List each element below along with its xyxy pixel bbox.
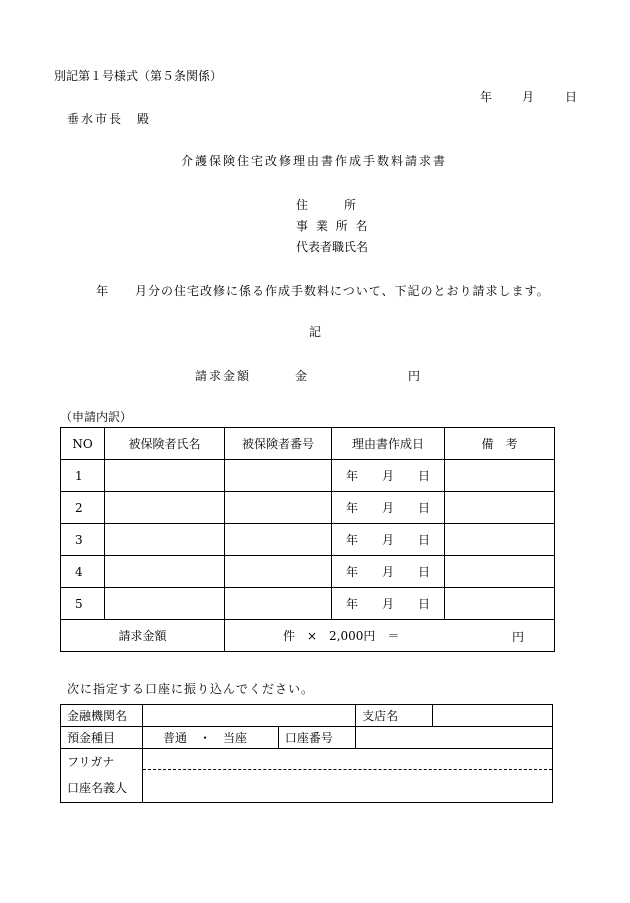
amount-kin: 金 bbox=[295, 369, 308, 383]
branch-label: 支店名 bbox=[356, 705, 433, 727]
date-month-label: 月 bbox=[522, 90, 535, 104]
institution-label: 金融機関名 bbox=[61, 705, 143, 727]
header-date: 理由書作成日 bbox=[332, 428, 445, 460]
document-title: 介護保険住宅改修理由書作成手数料請求書 bbox=[181, 154, 448, 168]
row-name-cell[interactable] bbox=[105, 588, 225, 620]
date-day-label: 日 bbox=[565, 90, 578, 104]
row-number-cell[interactable] bbox=[225, 588, 332, 620]
header-remarks: 備 考 bbox=[445, 428, 555, 460]
table-row bbox=[61, 460, 555, 492]
date-year-label: 年 bbox=[480, 90, 493, 104]
row-number-cell[interactable] bbox=[225, 556, 332, 588]
row-name-cell[interactable] bbox=[105, 492, 225, 524]
ki-label: 記 bbox=[309, 325, 322, 339]
total-formula-cell[interactable] bbox=[225, 620, 555, 652]
branch-field[interactable] bbox=[433, 705, 553, 727]
total-formula: 件 × 2,000円 ＝ bbox=[283, 629, 400, 643]
bank-row-institution bbox=[61, 705, 553, 727]
row-no: 1 bbox=[61, 460, 105, 492]
table-row bbox=[61, 588, 555, 620]
form-number: 別記第１号様式（第５条関係） bbox=[54, 69, 223, 83]
header-number: 被保険者番号 bbox=[225, 428, 332, 460]
row-number-cell[interactable] bbox=[225, 460, 332, 492]
representative-label: 代表者職氏名 bbox=[296, 240, 369, 254]
total-label: 請求金額 bbox=[61, 620, 225, 652]
bank-row-holder bbox=[61, 749, 553, 803]
details-table bbox=[60, 427, 555, 652]
type-label: 預金種目 bbox=[61, 727, 143, 749]
row-remarks-cell[interactable] bbox=[445, 492, 555, 524]
table-row bbox=[61, 556, 555, 588]
details-caption: （申請内訳） bbox=[60, 410, 133, 424]
row-name-cell[interactable] bbox=[105, 524, 225, 556]
row-name-cell[interactable] bbox=[105, 556, 225, 588]
addressee: 垂水市長 殿 bbox=[67, 112, 152, 126]
row-remarks-cell[interactable] bbox=[445, 524, 555, 556]
row-name-cell[interactable] bbox=[105, 460, 225, 492]
amount-yen: 円 bbox=[408, 369, 421, 383]
row-date[interactable]: 年 月 日 bbox=[332, 588, 445, 620]
holder-label: 口座名義人 bbox=[67, 781, 128, 795]
row-no: 4 bbox=[61, 556, 105, 588]
address-label: 住 所 bbox=[296, 198, 357, 212]
bank-row-type bbox=[61, 727, 553, 749]
row-remarks-cell[interactable] bbox=[445, 588, 555, 620]
header-no: NO bbox=[61, 428, 105, 460]
total-row bbox=[61, 620, 555, 652]
row-date[interactable]: 年 月 日 bbox=[332, 524, 445, 556]
row-remarks-cell[interactable] bbox=[445, 460, 555, 492]
row-no: 2 bbox=[61, 492, 105, 524]
institution-field[interactable] bbox=[143, 705, 356, 727]
row-date[interactable]: 年 月 日 bbox=[332, 492, 445, 524]
total-yen: 円 bbox=[511, 630, 524, 644]
holder-field-cell bbox=[143, 749, 553, 803]
amount-label: 請求金額 bbox=[195, 369, 252, 383]
row-number-cell[interactable] bbox=[225, 524, 332, 556]
row-date[interactable]: 年 月 日 bbox=[332, 556, 445, 588]
row-date[interactable]: 年 月 日 bbox=[332, 460, 445, 492]
holder-labels bbox=[61, 749, 143, 803]
furigana-field[interactable] bbox=[143, 749, 552, 770]
account-number-label: 口座番号 bbox=[278, 727, 355, 749]
office-label: 事 業 所 名 bbox=[296, 219, 370, 233]
row-no: 5 bbox=[61, 588, 105, 620]
bank-instruction: 次に指定する口座に振り込んでください。 bbox=[67, 682, 315, 696]
furigana-label: フリガナ bbox=[67, 755, 115, 769]
row-number-cell[interactable] bbox=[225, 492, 332, 524]
table-row bbox=[61, 524, 555, 556]
details-header-row bbox=[61, 428, 555, 460]
table-row bbox=[61, 492, 555, 524]
row-remarks-cell[interactable] bbox=[445, 556, 555, 588]
row-no: 3 bbox=[61, 524, 105, 556]
type-options[interactable]: 普通 ・ 当座 bbox=[143, 727, 279, 749]
bank-table bbox=[60, 704, 553, 803]
header-name: 被保険者氏名 bbox=[105, 428, 225, 460]
holder-name-field[interactable] bbox=[143, 770, 552, 802]
request-sentence: 年 月分の住宅改修に係る作成手数料について、下記のとおり請求します。 bbox=[96, 284, 550, 298]
account-number-field[interactable] bbox=[356, 727, 553, 749]
